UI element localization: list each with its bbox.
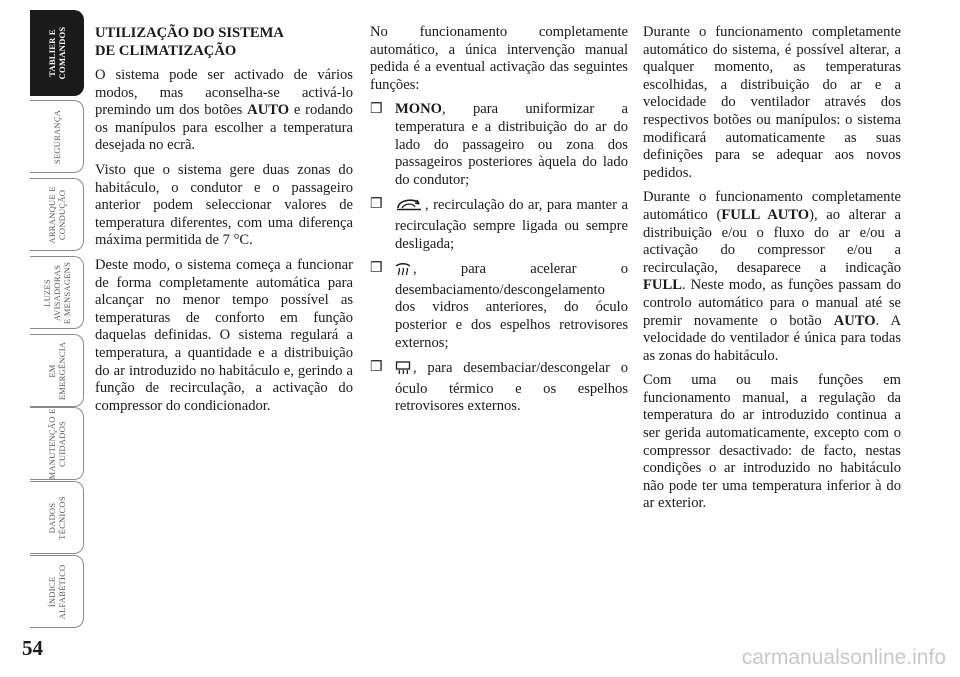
- list-item: ❒ , para desembaciar/descongelar o óculo térmico e os espelhos retrovisores externos.: [370, 360, 628, 415]
- tab-label: EM EMERGÊNCIA: [46, 341, 67, 400]
- paragraph: Com uma ou mais funções em funcionamento manual, a regulação da temperatura do ar introduzido continua a ser gerida automaticamente, excepto com o compressor desactivado: de facto, nestas condições o ar introduzido no habitáculo não pode ter uma temperatura inferior à do ar exterior.: [643, 372, 901, 512]
- bullet-icon: ❒: [370, 197, 383, 213]
- rear-defrost-icon: [395, 359, 411, 381]
- tab-tablier-comandos[interactable]: [30, 10, 84, 96]
- paragraph: O sistema pode ser activado de vários modos, mas aconselha-se activá-lo premindo um dos botões AUTO e rodando os manípulos para escolher a temperatura desejada no ecrã.: [95, 67, 353, 154]
- list-item: ❒ , recirculação do ar, para manter a recirculação sempre ligada ou sempre desligada;: [370, 197, 628, 252]
- tab-arranque-conducao[interactable]: [30, 178, 84, 251]
- front-defrost-icon: [395, 260, 411, 282]
- paragraph: Visto que o sistema gere duas zonas do habitáculo, o condutor e o passageiro anterior podem seleccionar valores de temperatura diferentes, com uma diferença máxima permitida de 7 °C.: [95, 161, 353, 249]
- tab-luzes-avisadoras[interactable]: [30, 256, 84, 329]
- bullet-icon: ❒: [370, 360, 383, 376]
- paragraph: Deste modo, o sistema começa a funcionar de forma completamente automática para alcançar no menor tempo possível as temperaturas de conforto em função daquelas definidas. O sistema regulará a temperatura, a quantidade e a distribuição do ar introduzido no habitáculo e, gerindo a função de recirculação, a activação do compressor do condicionador.: [95, 256, 353, 414]
- tab-seguranca[interactable]: [30, 100, 84, 173]
- text-column-3: [643, 24, 901, 520]
- tab-em-emergencia[interactable]: [30, 334, 84, 407]
- tab-label: ARRANQUE E CONDUÇÃO: [46, 185, 67, 244]
- tab-label: LUZES AVISADORAS E MENSAGENS: [41, 261, 72, 324]
- paragraph: Durante o funcionamento completamente automático do sistema, é possível alterar, a qualquer momento, as temperaturas escolhidas, a distribuição do ar e a velocidade do ventilador através dos respectivos botões ou manípulos: o sistema modificará automaticamente as suas definições para se adequar aos novos pedidos.: [643, 24, 901, 181]
- paragraph: Durante o funcionamento completamente automático (FULL AUTO), ao alterar a distribuição e/ou o fluxo do ar e/ou a activação do compressor e/ou a recirculação, desaparece a indicação FULL. Neste modo, as funções passam do controlo automático para o manual até se premir novamente o botão AUTO. A velocidade do ventilador é única para todas as zonas do habitáculo.: [643, 189, 902, 364]
- chapter-tabs: [0, 0, 86, 630]
- list-item: ❒ MONO, para uniformizar a temperatura e a distribuição do ar do lado do passageiro ou zona dos passageiros posteriores àquela do lado do condutor;: [370, 101, 628, 188]
- watermark: carmanualsonline.info: [741, 646, 946, 669]
- tab-label: DADOS TÉCNICOS: [46, 495, 67, 540]
- tab-label: ÍNDICE ALFABÉTICO: [46, 564, 67, 619]
- text-column-2: [370, 24, 628, 423]
- text-column-1: [95, 24, 353, 422]
- recirculation-icon: [395, 196, 423, 218]
- list-item: ❒ , para acelerar o desembaciamento/descongelamento dos vidros anteriores, do óculo posterior e dos espelhos retrovisores externos;: [370, 261, 628, 351]
- tab-label: SEGURANÇA: [51, 109, 62, 164]
- bullet-icon: ❒: [370, 261, 383, 277]
- bullet-icon: ❒: [370, 102, 383, 118]
- tab-label: MANUTENÇÃO E CUIDADOS: [46, 408, 67, 479]
- paragraph: No funcionamento completamente automático, a única intervenção manual pedida é a eventual activação das seguintes funções:: [370, 24, 628, 93]
- tab-dados-tecnicos[interactable]: [30, 481, 84, 554]
- tab-manutencao-cuidados[interactable]: [30, 407, 84, 480]
- function-list: [370, 101, 628, 416]
- tab-label: TABLIER E COMANDOS: [46, 26, 67, 80]
- page-number: 54: [22, 636, 43, 660]
- section-heading: UTILIZAÇÃO DO SISTEMA DE CLIMATIZAÇÃO: [95, 25, 284, 59]
- tab-indice-alfabetico[interactable]: [30, 555, 84, 628]
